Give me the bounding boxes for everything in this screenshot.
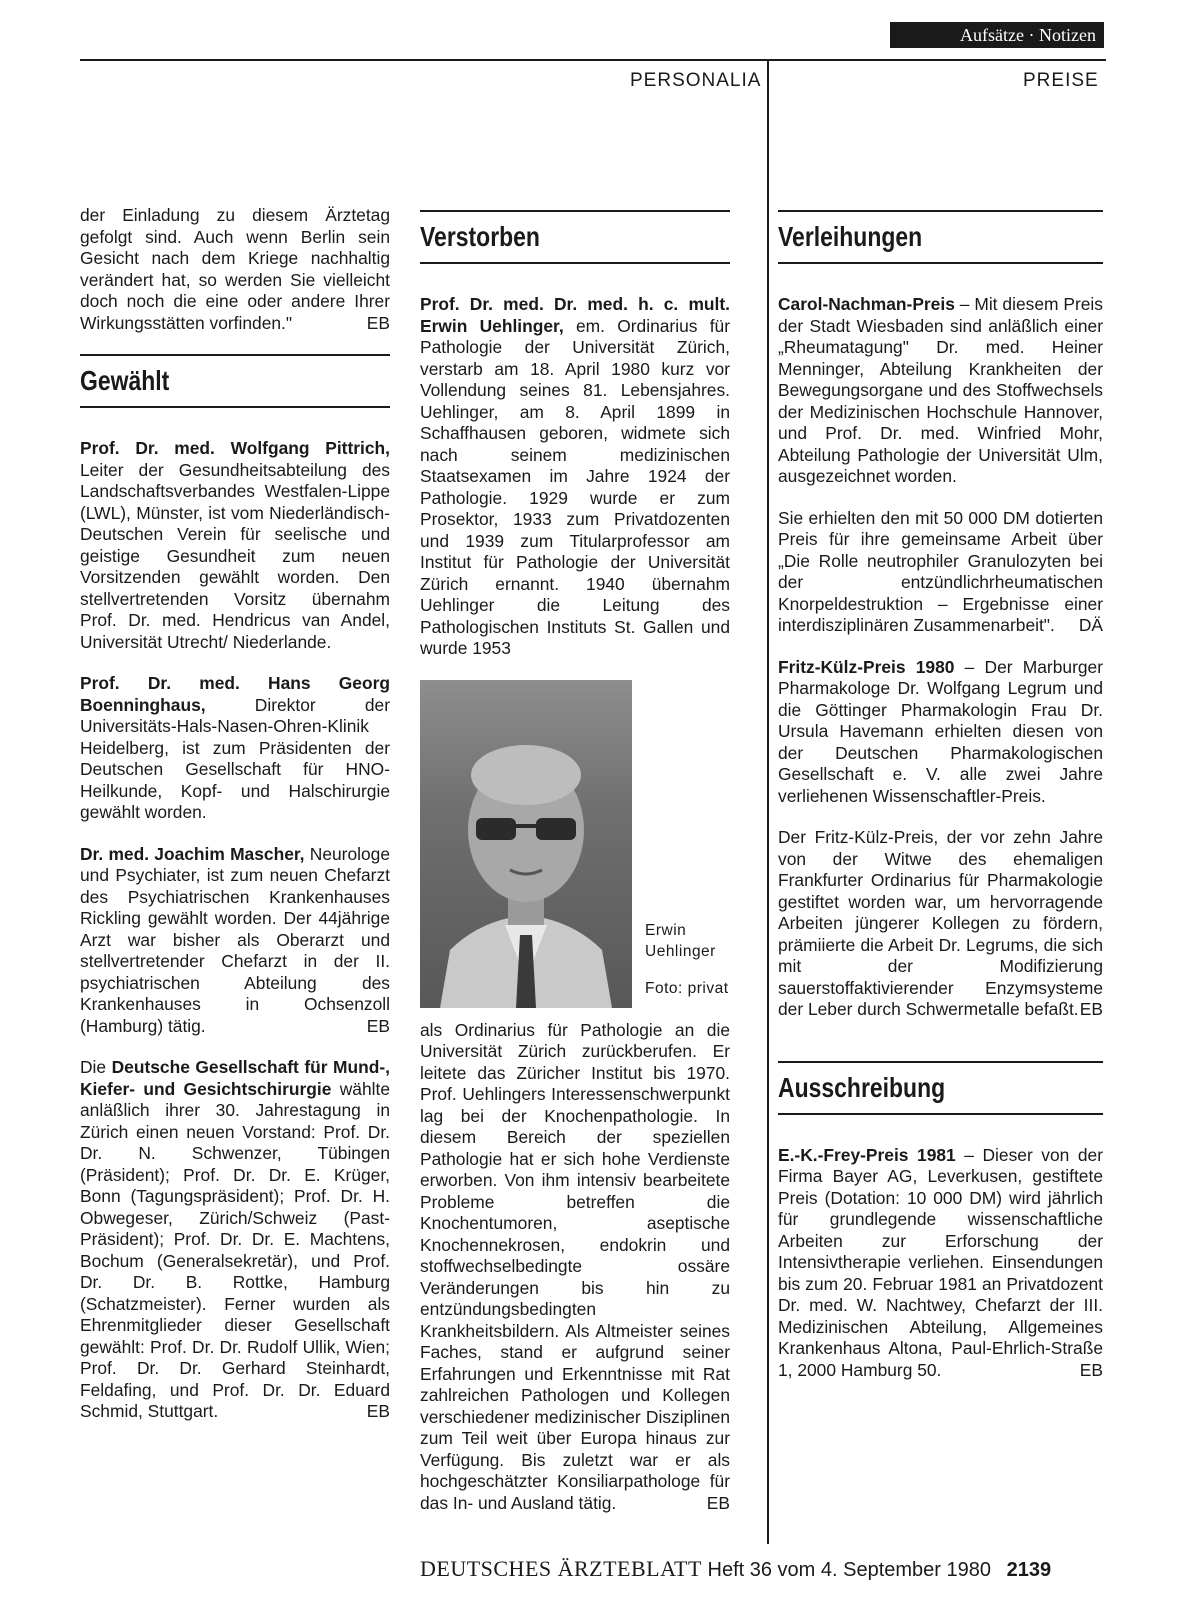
section-heading-gewaehlt: Gewählt [80, 365, 170, 396]
section-label-personalia: PERSONALIA [630, 70, 762, 91]
paragraph: Prof. Dr. med. Wolfgang Pittrich, Leiter der Gesundheitsabteilung des Landschaftsverbandes Westfalen-Lippe (LWL), Münster, ist vom Niederländisch-Deutschen Verein für seelische und geistige Gesundheit zum neuen Vorsitzenden gewählt worden. Den stellvertretenden Vorsitz übernahm Prof. Dr. med. Hendricus van Andel, Universität Utrecht/ Niederlande. [80, 438, 390, 652]
author-signature: DÄ [1078, 615, 1103, 635]
author-signature: EB [366, 312, 390, 333]
portrait-photo [420, 680, 632, 1008]
heading-block [778, 1061, 1103, 1115]
heading-block [80, 354, 390, 408]
section-heading-verleihungen: Verleihungen [778, 221, 923, 252]
paragraph: Prof. Dr. med. Hans Georg Boenninghaus, Direktor der Universitäts-Hals-Nasen-Ohren-Klinik Heidelberg, ist zum Präsidenten der Deutschen Gesellschaft für HNO-Heilkunde, Kopf- und Halschirurgie gewählt worden. [80, 673, 390, 822]
paragraph: Dr. med. Joachim Mascher, Neurologe und Psychiater, ist zum neuen Chefarzt des Psychiatrischen Krankenhauses Rickling gewählt worden. Der 44jährige Arzt war bisher als Oberarzt und stellvertretender Chefarzt in der II. psychiatrischen Abteilung des Krankenhauses in Ochsenzoll (Hamburg) tätig. EB [80, 843, 391, 1036]
column-1 [80, 205, 390, 1443]
rule [778, 262, 1103, 264]
page-number: 2139 [1006, 1559, 1052, 1581]
paragraph: Prof. Dr. med. Dr. med. h. c. mult. Erwin Uehlinger, em. Ordinarius für Pathologie der Universität Zürich, verstarb am 18. April 1980 kurz vor Vollendung seines 81. Lebensjahres. Uehlinger, am 8. April 1899 in Schaffhausen geboren, widmete sich nach seinem medizinischen Staatsexamen im Jahre 1924 der Pathologie. 1929 wurde er zum Prosektor, 1933 zum Privatdozenten und 1939 zum Titularprofessor am Institut für Pathologie der Universität Zürich ernannt. 1940 übernahm Uehlinger die Leitung des Pathologischen Instituts St. Gallen und wurde 1953 [420, 294, 731, 658]
rule [778, 1113, 1103, 1115]
author-signature: EB [1079, 1359, 1103, 1380]
paragraph: Sie erhielten den mit 50 000 DM dotierten Preis für ihre gemeinsame Arbeit über „Die Rolle neutrophiler Granulozyten bei der entzündlichrheumatischen Knorpeldestruktion – Ergebnisse einer interdisziplinären Zusammenarbeit". DÄ [778, 507, 1103, 635]
photo-credit: Foto: privat [645, 979, 729, 997]
section-tag: Aufsätze · Notizen [890, 22, 1104, 48]
page-footer [420, 1556, 1110, 1582]
paragraph: der Einladung zu diesem Ärztetag gefolgt sind. Auch wenn Berlin sein Gesicht nach dem Kriege nachhaltig verändert hat, so werden Sie vielleicht doch noch die eine oder andere Ihrer Wirkungsstätten vorfinden." EB [80, 205, 390, 333]
author-signature: EB [706, 1492, 730, 1513]
rule [80, 406, 390, 408]
section-heading-ausschreibung: Ausschreibung [778, 1071, 946, 1103]
portrait-illustration [420, 680, 632, 1008]
photo-caption: Erwin Uehlinger [645, 921, 716, 960]
paragraph: als Ordinarius für Pathologie an die Universität Zürich zurückberufen. Er leitete das Züricher Institut bis 1970. Prof. Uehlingers Interessenschwerpunkt lag bei der Knochenpathologie. In diesem Bereich der speziellen Pathologie hat er sich hohe Verdienste erworben. Von ihm intensiv bearbeitete Probleme betreffen die Knochentumoren, aseptische Knochennekrosen, endokrin und stoffwechselbedingte ossäre Veränderungen bis hin zu entzündungsbedingten Krankheitsbildern. Als Altmeister seines Faches, stand er aufgrund seiner Erfahrungen und Erkenntnisse mit Rat zahlreichen Pathologen und Kollegen verschiedener medizinischer Disziplinen zum Teil weit über Europa hinaus zur Verfügung. Bis zuletzt war er als hochgeschätzter Konsiliarpathologe für das In- und Ausland tätig. EB [420, 1019, 730, 1513]
column-divider [767, 59, 769, 1544]
section-label-preise: PREISE [1023, 70, 1099, 91]
paragraph: Carol-Nachman-Preis – Mit diesem Preis der Stadt Wiesbaden sind anläßlich einer „Rheumatagung" Dr. med. Heiner Menninger, Abteilung Krankheiten der Bewegungsorgane und des Stoffwechsels der Medizinischen Hochschule Hannover, und Prof. Dr. med. Winfried Mohr, Abteilung Pathologie der Universität Ulm, ausgezeichnet worden. [778, 294, 1103, 486]
paragraph: Der Fritz-Külz-Preis, der vor zehn Jahre von der Witwe des ehemaligen Frankfurter Ordinarius für Pharmakologie gestiftet worden war, um hervorragende Arbeiten jüngerer Kollegen zu fördern, prämiierte die Arbeit Dr. Legrums, die sich mit der Modifizierung sauerstoffaktivierender Enzymsysteme der Leber durch Schwermetalle befaßt. EB [778, 827, 1103, 1019]
paragraph: Die Deutsche Gesellschaft für Mund-, Kiefer- und Gesichtschirurgie wählte anläßlich ihrer 30. Jahrestagung in Zürich einen neuen Vorstand: Prof. Dr. Dr. N. Schwenzer, Tübingen (Präsident); Prof. Dr. Dr. E. Krüger, Bonn (Tagungspräsident); Prof. Dr. H. Obwegeser, Zürich/Schweiz (Past-Präsident); Prof. Dr. Dr. E. Machtens, Bochum (Generalsekretär), und Prof. Dr. Dr. B. Rottke, Hamburg (Schatzmeister). Ferner wurden als Ehrenmitglieder dieser Gesellschaft gewählt: Prof. Dr. Dr. Rudolf Ullik, Wien; Prof. Dr. Dr. Gerhard Steinhardt, Feldafing, und Prof. Dr. Dr. Eduard Schmid, Stuttgart. EB [80, 1057, 390, 1421]
column-2 [420, 190, 730, 1534]
section-heading-verstorben: Verstorben [420, 221, 540, 252]
top-rule [80, 59, 1106, 61]
author-signature: EB [366, 1401, 390, 1421]
column-3 [778, 190, 1103, 1401]
author-signature: EB [366, 1015, 390, 1036]
heading-block [420, 210, 730, 264]
heading-block [778, 210, 1103, 264]
paragraph: E.-K.-Frey-Preis 1981 – Dieser von der Firma Bayer AG, Leverkusen, gestiftete Preis (Dotation: 10 000 DM) wird jährlich für grundlegende wissenschaftliche Arbeiten zur Erforschung der Intensivtherapie verliehen. Einsendungen bis zum 20. Februar 1981 an Privatdozent Dr. med. W. Nachtwey, Chefarzt der III. Medizinischen Abteilung, Allgemeines Krankenhaus Altona, Paul-Ehrlich-Straße 1, 2000 Hamburg 50. EB [778, 1144, 1103, 1380]
issue-info: Heft 36 vom 4. September 1980 [707, 1559, 992, 1581]
journal-name: DEUTSCHES ÄRZTEBLATT [420, 1556, 702, 1581]
paragraph: Fritz-Külz-Preis 1980 – Der Marburger Pharmakologe Dr. Wolfgang Legrum und die Göttinger Pharmakologin Frau Dr. Ursula Havemann erhielten diesen von der Deutschen Pharmakologischen Gesellschaft e. V. alle zwei Jahre verliehenen Wissenschaftler-Preis. [778, 656, 1103, 806]
author-signature: EB [1079, 999, 1103, 1019]
rule [420, 262, 730, 264]
photo-area [420, 680, 730, 1010]
